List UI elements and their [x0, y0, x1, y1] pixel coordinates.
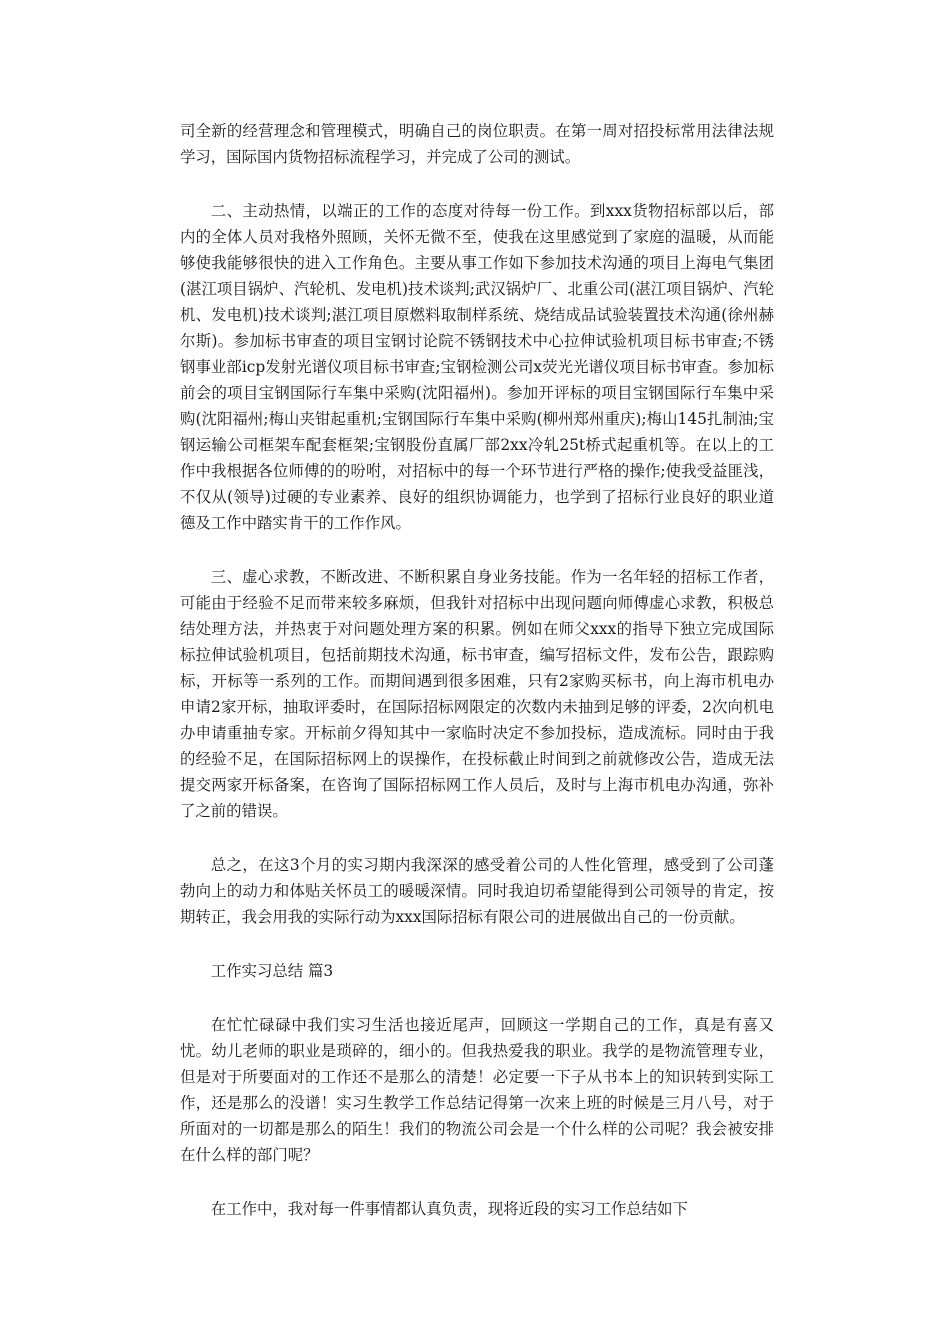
paragraph-part3-work: 在工作中，我对每一件事情都认真负责，现将近段的实习工作总结如下 — [210, 1200, 688, 1218]
document-body — [180, 118, 774, 1250]
paragraph-conclusion: 总之，在这3个月的实习期内我深深的感受着公司的人性化管理，感受到了公司蓬勃向上的动力和体贴关怀员工的暖暖深情。同时我迫切希望能得到公司领导的肯定，按期转正，我会用我的实际行动为xxx国际招标有限公司的进展做出自己的一份贡献。 — [180, 856, 774, 926]
paragraph-intro-continuation: 司全新的经营理念和管理模式，明确自己的岗位职责。在第一周对招投标常用法律法规学习，国际国内货物招标流程学习，并完成了公司的测试。 — [180, 122, 774, 166]
paragraph-section-three: 三、虚心求教，不断改进、不断积累自身业务技能。作为一名年轻的招标工作者，可能由于经验不足而带来较多麻烦，但我针对招标中出现问题向师傅虚心求教，积极总结处理方法，并热衷于对问题处理方案的积累。例如在师父xxx的指导下独立完成国际标拉伸试验机项目，包括前期技术沟通，标书审查，编写招标文件，发布公告，跟踪购标，开标等一系列的工作。而期间遇到很多困难，只有2家购买标书，向上海市机电办申请2家开标，抽取评委时，在国际招标网限定的次数内未抽到足够的评委，2次向机电办申请重抽专家。开标前夕得知其中一家临时决定不参加投标，造成流标。同时由于我的经验不足，在国际招标网上的误操作，在投标截止时间到之前就修改公告，造成无法提交两家开标备案，在咨询了国际招标网工作人员后，及时与上海市机电办沟通，弥补了之前的错误。 — [180, 568, 774, 820]
paragraph-section-two: 二、主动热情，以端正的工作的态度对待每一份工作。到xxx货物招标部以后，部内的全体人员对我格外照顾，关怀无微不至，使我在这里感觉到了家庭的温暖，从而能够使我能够很快的进入工作角色。主要从事工作如下参加技术沟通的项目上海电气集团(湛江项目锅炉、汽轮机、发电机)技术谈判;武汉锅炉厂、北重公司(湛江项目锅炉、汽轮机、发电机)技术谈判;湛江项目原燃料取制样系统、烧结成品试验装置技术沟通(徐州赫尔斯)。参加标书审查的项目宝钢讨论院不锈钢技术中心拉伸试验机项目标书审查;不锈钢事业部icp发射光谱仪项目标书审查;宝钢检测公司x荧光光谱仪项目标书审查。参加标前会的项目宝钢国际行车集中采购(沈阳福州)。参加开评标的项目宝钢国际行车集中采购(沈阳福州;梅山夹钳起重机;宝钢国际行车集中采购(柳州郑州重庆);梅山145扎制油;宝钢运输公司框架车配套框架;宝钢股份直属厂部2xx冷轧25t桥式起重机等。在以上的工作中我根据各位师傅的的吩咐，对招标中的每一个环节进行严格的操作;使我受益匪浅，不仅从(领导)过硬的专业素养、良好的组织协调能力，也学到了招标行业良好的职业道德及工作中踏实肯干的工作作风。 — [180, 202, 774, 532]
paragraph-part3-intro: 在忙忙碌碌中我们实习生活也接近尾声，回顾这一学期自己的工作，真是有喜又忧。幼儿老师的职业是琐碎的，细小的。但我热爱我的职业。我学的是物流管理专业，但是对于所要面对的工作还不是那么的清楚！必定要一下子从书本上的知识转到实际工作，还是那么的没谱！实习生教学工作总结记得第一次来上班的时候是三月八号，对于所面对的一切都是那么的陌生！我们的物流公司会是一个什么样的公司呢？我会被安排在什么样的部门呢？ — [180, 1016, 774, 1164]
section-heading-part-3: 工作实习总结 篇3 — [210, 962, 334, 980]
